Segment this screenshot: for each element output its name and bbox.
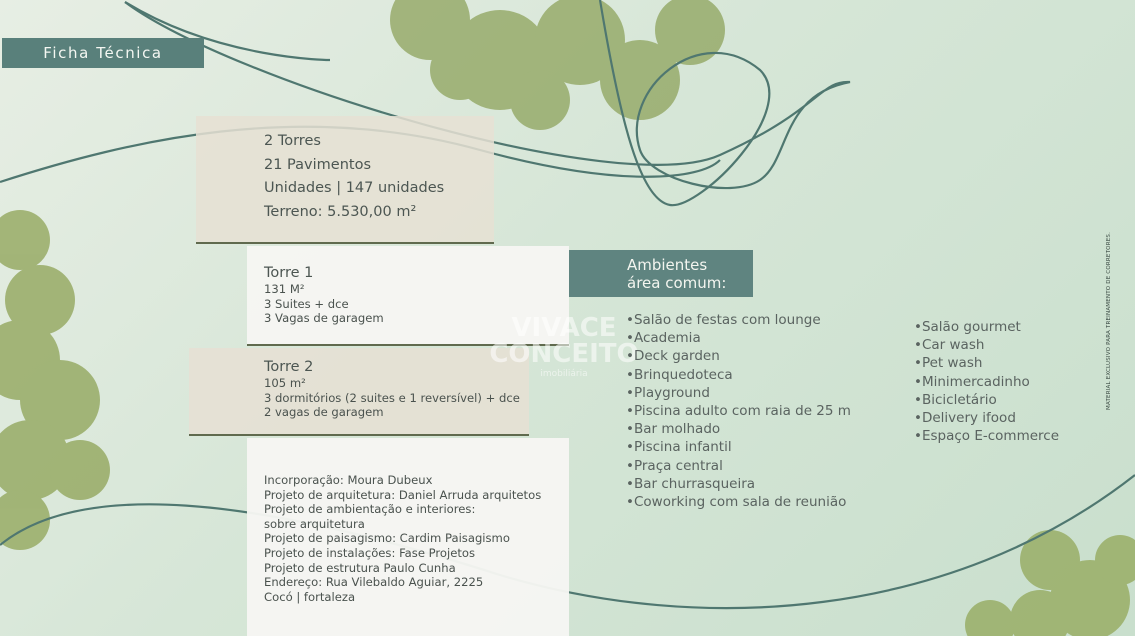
list-item: • Delivery ifood bbox=[914, 409, 1059, 427]
torre2-line: 3 dormitórios (2 suites e 1 reversível) + dce bbox=[264, 390, 520, 405]
list-item: • Bicicletário bbox=[914, 391, 1059, 409]
torre1-line: 131 M² bbox=[264, 282, 305, 296]
ambientes-heading bbox=[569, 250, 753, 297]
list-item: • Car wash bbox=[914, 336, 1059, 354]
torre1-heading: Torre 1 bbox=[264, 265, 314, 281]
ambientes-list-col1 bbox=[626, 311, 851, 511]
watermark-sub: imobiliária bbox=[540, 369, 588, 379]
summary-line: 21 Pavimentos bbox=[264, 156, 371, 173]
credit-line: Cocó | fortaleza bbox=[264, 589, 356, 604]
watermark-line: VIVACE bbox=[511, 313, 617, 343]
list-item: • Pet wash bbox=[914, 354, 1059, 372]
list-item: • Academia bbox=[626, 329, 851, 347]
credit-line: Incorporação: Moura Dubeux bbox=[264, 473, 433, 487]
ambientes-title-line2: área comum: bbox=[627, 274, 727, 292]
credit-line: Projeto de arquitetura: Daniel Arruda arquitetos bbox=[264, 487, 542, 502]
torre1-line: 3 Vagas de garagem bbox=[264, 311, 384, 326]
list-item: • Espaço E-commerce bbox=[914, 427, 1059, 445]
credits-box bbox=[247, 438, 569, 636]
tree-foliage-bottom-right bbox=[965, 530, 1135, 636]
list-item: • Playground bbox=[626, 384, 851, 402]
list-item: • Praça central bbox=[626, 457, 851, 475]
credit-line: Projeto de estrutura Paulo Cunha bbox=[264, 560, 456, 575]
tree-foliage-left bbox=[0, 210, 110, 550]
summary-line: Unidades | 147 unidades bbox=[264, 180, 445, 196]
brand-watermark bbox=[484, 315, 644, 381]
list-item: • Bar churrasqueira bbox=[626, 475, 851, 493]
ambientes-list-col2 bbox=[914, 318, 1059, 445]
list-item: • Salão gourmet bbox=[914, 318, 1059, 336]
list-item: • Piscina adulto com raia de 25 m bbox=[626, 402, 851, 420]
summary-line: Terreno: 5.530,00 m² bbox=[264, 203, 417, 220]
credit-line: Projeto de paisagismo: Cardim Paisagismo bbox=[264, 531, 510, 546]
list-item: • Salão de festas com lounge bbox=[626, 311, 851, 329]
page-title: Ficha Técnica bbox=[2, 38, 204, 68]
watermark-line: CONCEITO bbox=[489, 339, 639, 369]
torre2-box bbox=[189, 348, 529, 436]
list-item: • Brinquedoteca bbox=[626, 366, 851, 384]
credit-line: Endereço: Rua Vilebaldo Aguiar, 2225 bbox=[264, 575, 484, 590]
summary-box bbox=[196, 116, 494, 244]
ambientes-title-line1: Ambientes bbox=[627, 256, 708, 274]
torre2-line: 2 vagas de garagem bbox=[264, 405, 384, 420]
torre2-line: 105 m² bbox=[264, 376, 306, 390]
list-item: • Piscina infantil bbox=[626, 438, 851, 456]
list-item: • Bar molhado bbox=[626, 420, 851, 438]
torre2-heading: Torre 2 bbox=[264, 359, 314, 375]
torre1-line: 3 Suites + dce bbox=[264, 296, 349, 311]
credit-line: Projeto de ambientação e interiores: bbox=[264, 502, 476, 517]
list-item: • Minimercadinho bbox=[914, 373, 1059, 391]
list-item: • Coworking com sala de reunião bbox=[626, 493, 851, 511]
summary-line: 2 Torres bbox=[264, 133, 321, 149]
credit-line: Projeto de instalações: Fase Projetos bbox=[264, 545, 476, 560]
credit-line: sobre arquitetura bbox=[264, 516, 365, 531]
list-item: • Deck garden bbox=[626, 347, 851, 365]
side-disclaimer: MATERIAL EXCLUSIVO PARA TREINAMENTO DE CORRETORES. bbox=[1106, 231, 1112, 410]
